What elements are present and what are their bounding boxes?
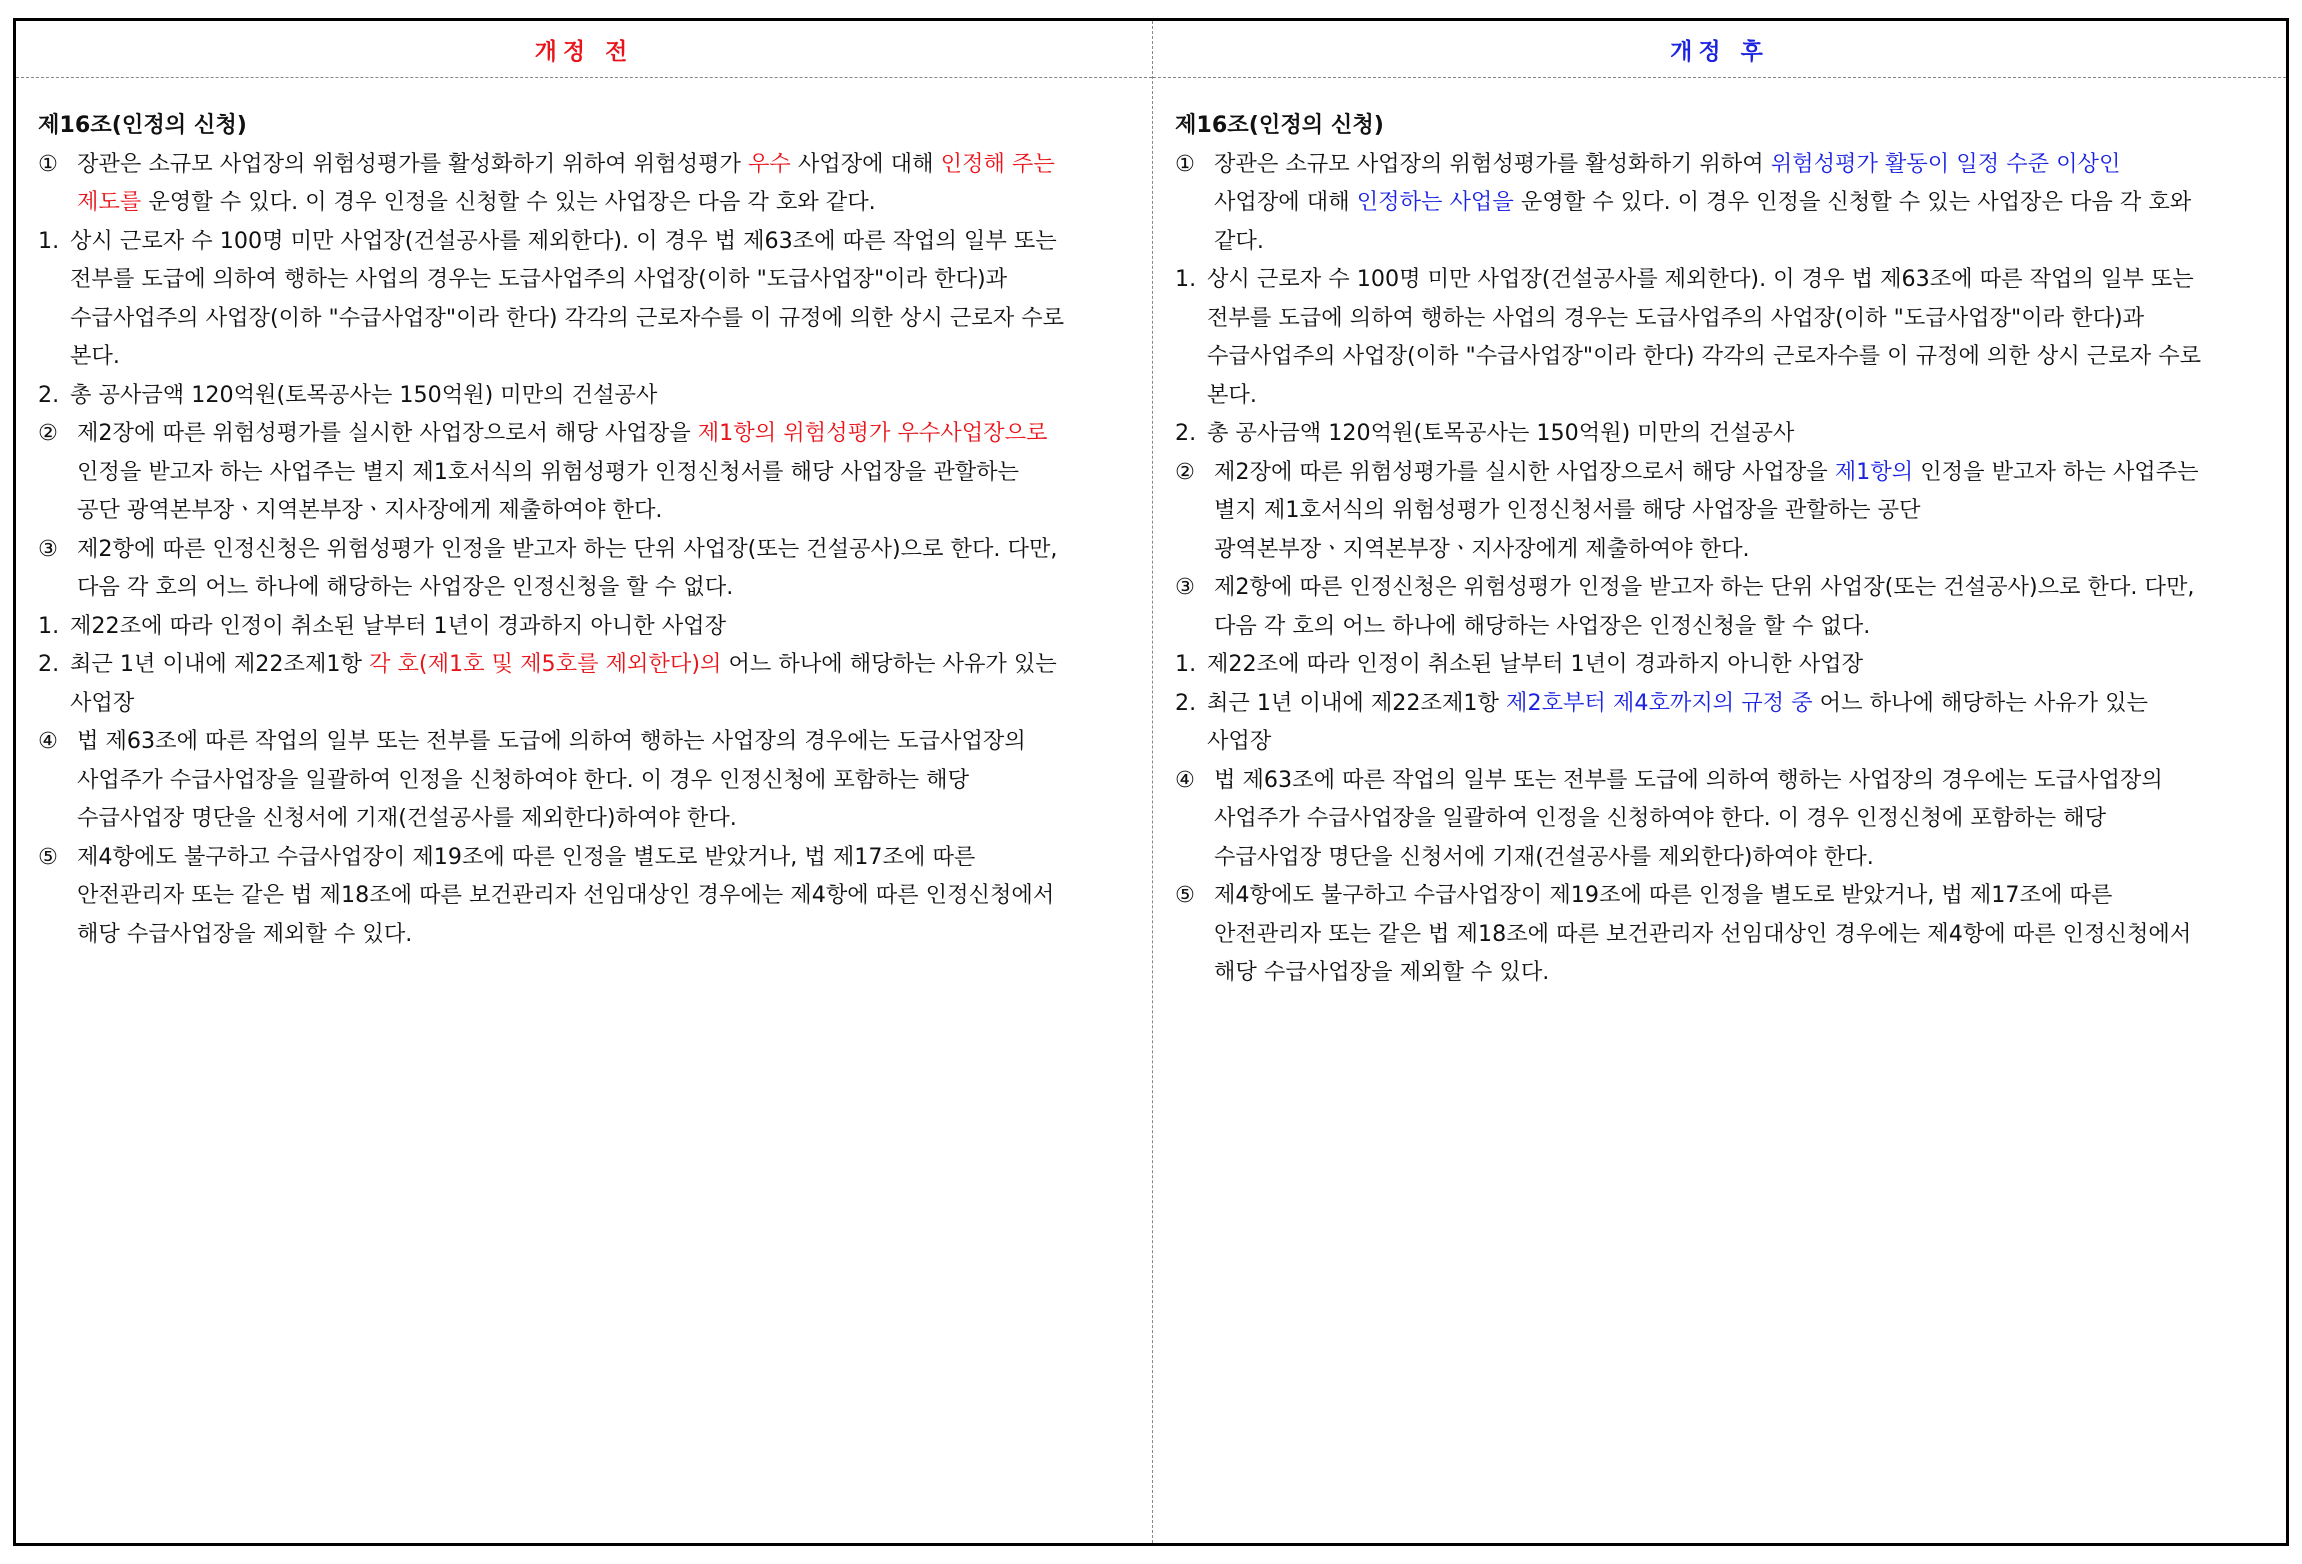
paragraph-marker: ②: [1175, 458, 1195, 485]
paragraph-marker: ②: [38, 420, 58, 446]
paragraph-marker: ⑤: [1175, 882, 1195, 908]
added-text: 인정하는 사업을: [1356, 189, 1514, 215]
added-text: 제1항의: [1834, 458, 1914, 485]
paragraph-3: ③ 제2항에 따른 인정신청은 위험성평가 인정을 받고자 하는 단위 사업장(또는 건설공사)으로 한다. 다만, 다음 각 호의 어느 하나에 해당하는 사업장은 인정신청을 할 수 없다.: [38, 530, 1138, 607]
item-1: 1. 상시 근로자 수 100명 미만 사업장(건설공사를 제외한다). 이 경우 법 제63조에 따른 작업의 일부 또는 전부를 도급에 의하여 행하는 사업의 경우는 도급사업주의 사업장(이하 "도급사업장"이라 한다)과 수급사업주의 사업장(이하 "수급사업장"이라 한다) 각각의 근로자수를 이 규정에 의한 상시 근로자 수로 본다.: [38, 222, 1138, 376]
paragraph-marker: ③: [1175, 574, 1195, 600]
article-title: 제16조(인정의 신청): [38, 112, 247, 138]
removed-text: 우수: [747, 150, 791, 177]
item-marker: 1.: [38, 227, 60, 254]
paragraph-marker: ①: [38, 150, 58, 177]
comparison-table: [13, 18, 2289, 1546]
paragraph-marker: ①: [1175, 150, 1195, 177]
item-marker: 2.: [38, 651, 60, 677]
item-4: 2. 최근 1년 이내에 제22조제1항 제2호부터 제4호까지의 규정 중 어느 하나에 해당하는 사유가 있는 사업장: [1175, 684, 2272, 761]
paragraph-3: ③ 제2항에 따른 인정신청은 위험성평가 인정을 받고자 하는 단위 사업장(또는 건설공사)으로 한다. 다만, 다음 각 호의 어느 하나에 해당하는 사업장은 인정신청을 할 수 없다.: [1175, 568, 2272, 645]
paragraph-4: ④ 법 제63조에 따른 작업의 일부 또는 전부를 도급에 의하여 행하는 사업장의 경우에는 도급사업장의 사업주가 수급사업장을 일괄하여 인정을 신청하여야 한다. 이 경우 인정신청에 포함하는 해당 수급사업장 명단을 신청서에 기재(건설공사를 제외한다)하여야 한다.: [38, 722, 1138, 838]
paragraph-marker: ④: [1175, 766, 1195, 793]
removed-text: 제1항의 위험성평가 우수사업장으로: [697, 420, 1048, 446]
paragraph-2: ② 제2장에 따른 위험성평가를 실시한 사업장으로서 해당 사업장을 제1항의 인정을 받고자 하는 사업주는 별지 제1호서식의 위험성평가 인정신청서를 해당 사업장을 관할하는 공단 광역본부장ㆍ지역본부장ㆍ지사장에게 제출하여야 한다.: [1175, 453, 2272, 569]
paragraph-2: ② 제2장에 따른 위험성평가를 실시한 사업장으로서 해당 사업장을 제1항의 위험성평가 우수사업장으로 인정을 받고자 하는 사업주는 별지 제1호서식의 위험성평가 인정신청서를 해당 사업장을 관할하는 공단 광역본부장ㆍ지역본부장ㆍ지사장에게 제출하여야 한다.: [38, 414, 1138, 530]
before-body: [16, 78, 1152, 953]
before-header: 개정 전: [16, 21, 1152, 78]
item-4: 2. 최근 1년 이내에 제22조제1항 각 호(제1호 및 제5호를 제외한다)의 어느 하나에 해당하는 사유가 있는 사업장: [38, 645, 1138, 722]
added-text: 제2호부터 제4호까지의 규정 중: [1506, 689, 1813, 716]
item-marker: 1.: [1175, 266, 1197, 292]
paragraph-1: ① 장관은 소규모 사업장의 위험성평가를 활성화하기 위하여 위험성평가 활동이 일정 수준 이상인 사업장에 대해 인정하는 사업을 운영할 수 있다. 이 경우 인정을 신청할 수 있는 사업장은 다음 각 호와 같다.: [1175, 145, 2272, 261]
paragraph-1: ① 장관은 소규모 사업장의 위험성평가를 활성화하기 위하여 위험성평가 우수 사업장에 대해 인정해 주는 제도를 운영할 수 있다. 이 경우 인정을 신청할 수 있는 사업장은 다음 각 호와 같다.: [38, 145, 1138, 222]
item-2: 2. 총 공사금액 120억원(토목공사는 150억원) 미만의 건설공사: [1175, 414, 2272, 453]
item-marker: 2.: [1175, 420, 1197, 446]
removed-text: 각 호(제1호 및 제5호를 제외한다)의: [369, 651, 722, 677]
after-header: 개정 후: [1153, 21, 2286, 78]
item-marker: 2.: [38, 381, 60, 408]
after-column: [1153, 21, 2286, 1543]
paragraph-marker: ④: [38, 728, 58, 754]
removed-text: 제도를: [77, 189, 142, 215]
paragraph-5: ⑤ 제4항에도 불구하고 수급사업장이 제19조에 따른 인정을 별도로 받았거나, 법 제17조에 따른 안전관리자 또는 같은 법 제18조에 따른 보건관리자 선임대상인 경우에는 제4항에 따른 인정신청에서 해당 수급사업장을 제외할 수 있다.: [38, 838, 1138, 954]
article-title: 제16조(인정의 신청): [1175, 112, 1384, 138]
item-marker: 2.: [1175, 689, 1197, 716]
before-column: [16, 21, 1153, 1543]
item-3: 1. 제22조에 따라 인정이 취소된 날부터 1년이 경과하지 아니한 사업장: [38, 607, 1138, 646]
item-marker: 1.: [1175, 651, 1197, 677]
paragraph-marker: ③: [38, 535, 58, 562]
after-body: [1153, 78, 2286, 992]
item-3: 1. 제22조에 따라 인정이 취소된 날부터 1년이 경과하지 아니한 사업장: [1175, 645, 2272, 684]
item-1: 1. 상시 근로자 수 100명 미만 사업장(건설공사를 제외한다). 이 경우 법 제63조에 따른 작업의 일부 또는 전부를 도급에 의하여 행하는 사업의 경우는 도급사업주의 사업장(이하 "도급사업장"이라 한다)과 수급사업주의 사업장(이하 "수급사업장"이라 한다) 각각의 근로자수를 이 규정에 의한 상시 근로자 수로 본다.: [1175, 260, 2272, 414]
item-marker: 1.: [38, 612, 60, 639]
added-text: 위험성평가 활동이 일정 수준 이상인: [1770, 150, 2121, 177]
removed-text: 인정해 주는: [940, 150, 1055, 177]
paragraph-marker: ⑤: [38, 843, 58, 870]
item-2: 2. 총 공사금액 120억원(토목공사는 150억원) 미만의 건설공사: [38, 376, 1138, 415]
paragraph-4: ④ 법 제63조에 따른 작업의 일부 또는 전부를 도급에 의하여 행하는 사업장의 경우에는 도급사업장의 사업주가 수급사업장을 일괄하여 인정을 신청하여야 한다. 이 경우 인정신청에 포함하는 해당 수급사업장 명단을 신청서에 기재(건설공사를 제외한다)하여야 한다.: [1175, 761, 2272, 877]
paragraph-5: ⑤ 제4항에도 불구하고 수급사업장이 제19조에 따른 인정을 별도로 받았거나, 법 제17조에 따른 안전관리자 또는 같은 법 제18조에 따른 보건관리자 선임대상인 경우에는 제4항에 따른 인정신청에서 해당 수급사업장을 제외할 수 있다.: [1175, 876, 2272, 992]
